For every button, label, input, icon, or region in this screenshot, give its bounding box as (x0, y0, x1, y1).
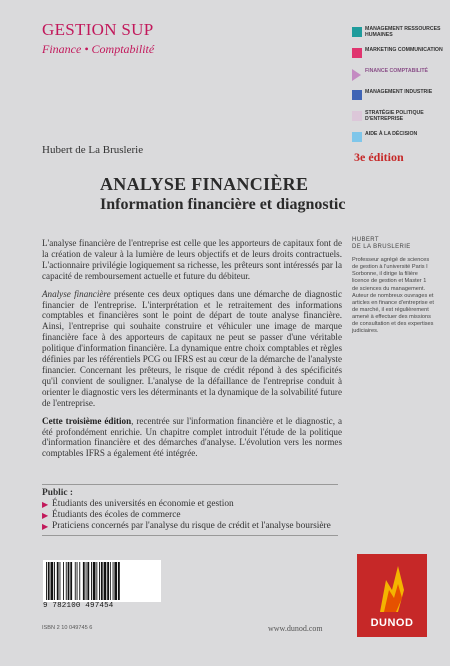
bio-name-line: DE LA BRUSLERIE (352, 244, 411, 251)
collection-label: MANAGEMENT RESSOURCES HUMAINES (365, 26, 441, 38)
publisher-logo (357, 554, 427, 637)
description-text (42, 238, 342, 466)
collection-label: STRATÉGIE POLITIQUE D'ENTREPRISE (365, 110, 424, 122)
collection-label: MANAGEMENT INDUSTRIE (365, 89, 433, 95)
list-item (42, 510, 338, 521)
italic-title: Analyse financière (42, 288, 111, 299)
book-subtitle: Information financière et diagnostic (100, 196, 346, 213)
barcode (43, 560, 161, 602)
series-subtitle: Finance • Comptabilité (42, 42, 155, 56)
collection-list (352, 26, 444, 152)
collection-item (352, 110, 444, 130)
collection-swatch (352, 27, 362, 37)
list-item (42, 499, 338, 510)
arrow-bullet-icon: ▶ (42, 522, 49, 531)
author-name: Hubert de La Bruslerie (42, 144, 144, 156)
collection-item (352, 47, 444, 67)
list-item (42, 521, 338, 532)
paragraph (42, 416, 342, 460)
paragraph: L'analyse financière de l'entreprise est celle que les apporteurs de capitaux font de la création de valeur à la lumière de leurs objectifs et de leurs droits contractuels. L'actionnaire privilégie logiquement sa richesse, les prêteurs sont intéressés par la capacité de remboursement actuelle et future du débiteur. (42, 238, 342, 281)
paragraph-text: présente ces deux optiques dans une démarche de diagnostic financier de l'entreprise. L'interprétation et le retraitement des informations comptables et financières sont le point de départ de toute analyse financière. Ainsi, l'entreprise qui souhaite construire et véhiculer une image de marque financière face à des apporteurs de capitaux ne peut se passer d'une véritable politique d'information financière. La dynamique entre choix comptables et règles définies par les référentiels PCG ou IFRS est au cœur de la démarche de l'analyste financier. Concernant les prêteurs, le risque de crédit répond à des spécificités qu'il convient de souligner. L'analyse de la défaillance de l'entreprise conduit à orienter le diagnostic vers les déterminants et la dynamique de la solvabilité future de l'entreprise. (42, 288, 342, 408)
audience-box (42, 484, 338, 536)
publisher-url[interactable]: www.dunod.com (268, 624, 323, 633)
edition-label: 3e édition (354, 150, 404, 164)
audience-heading: Public : (42, 488, 73, 498)
list-item-text: Étudiants des écoles de commerce (52, 510, 181, 520)
collection-swatch (352, 132, 362, 142)
arrow-bullet-icon: ▶ (42, 511, 49, 520)
collection-label: MARKETING COMMUNICATION (365, 47, 443, 53)
publisher-name: DUNOD (370, 617, 414, 629)
collection-swatch (352, 90, 362, 100)
bold-lead: Cette troisième édition (42, 415, 132, 426)
paragraph-text: , recentrée sur l'information financière et le diagnostic, a été profondément enrichie. Un chapitre complet introduit l'étude de la politique d'information financière et des démarches d'analyse. L'évolution vers les normes comptables IFRS a également été intégrée. (42, 415, 342, 459)
bio-name (352, 237, 434, 251)
bio-name-line: HUBERT (352, 237, 379, 243)
list-item-text: Praticiens concernés par l'analyse du risque de crédit et l'analyse boursière (52, 521, 331, 531)
bio-text: Professeur agrégé de sciences de gestion à l'université Paris I Sorbonne, il dirige la filière licence de gestion et Master 1 de sciences du management. Auteur de nombreux ouvrages et articles en finance d'entreprise et de marché, il est régulièrement amené à effectuer des missions de consultation et des expertises judiciaires. (352, 257, 434, 335)
author-bio (352, 237, 434, 335)
collection-item (352, 131, 444, 151)
barcode-number: 9 782100 497454 (43, 602, 114, 610)
isbn-text: ISBN 2 10 049745 6 (42, 625, 93, 631)
series-header (42, 20, 154, 57)
audience-list (42, 499, 338, 532)
dunod-mark-icon (374, 564, 410, 614)
collection-label: FINANCE COMPTABILITÉ (365, 68, 429, 74)
collection-item-active (352, 68, 444, 88)
collection-swatch (352, 111, 362, 121)
collection-item (352, 26, 444, 46)
collection-label: AIDE À LA DÉCISION (365, 131, 418, 137)
series-title: GESTION SUP (42, 20, 154, 39)
collection-item (352, 89, 444, 109)
triangle-marker-icon (352, 69, 361, 81)
collection-swatch (352, 48, 362, 58)
list-item-text: Étudiants des universités en économie et gestion (52, 499, 234, 509)
book-title: ANALYSE FINANCIÈRE (100, 174, 309, 194)
arrow-bullet-icon: ▶ (42, 500, 49, 509)
paragraph (42, 289, 342, 409)
book-title-block (100, 174, 345, 214)
